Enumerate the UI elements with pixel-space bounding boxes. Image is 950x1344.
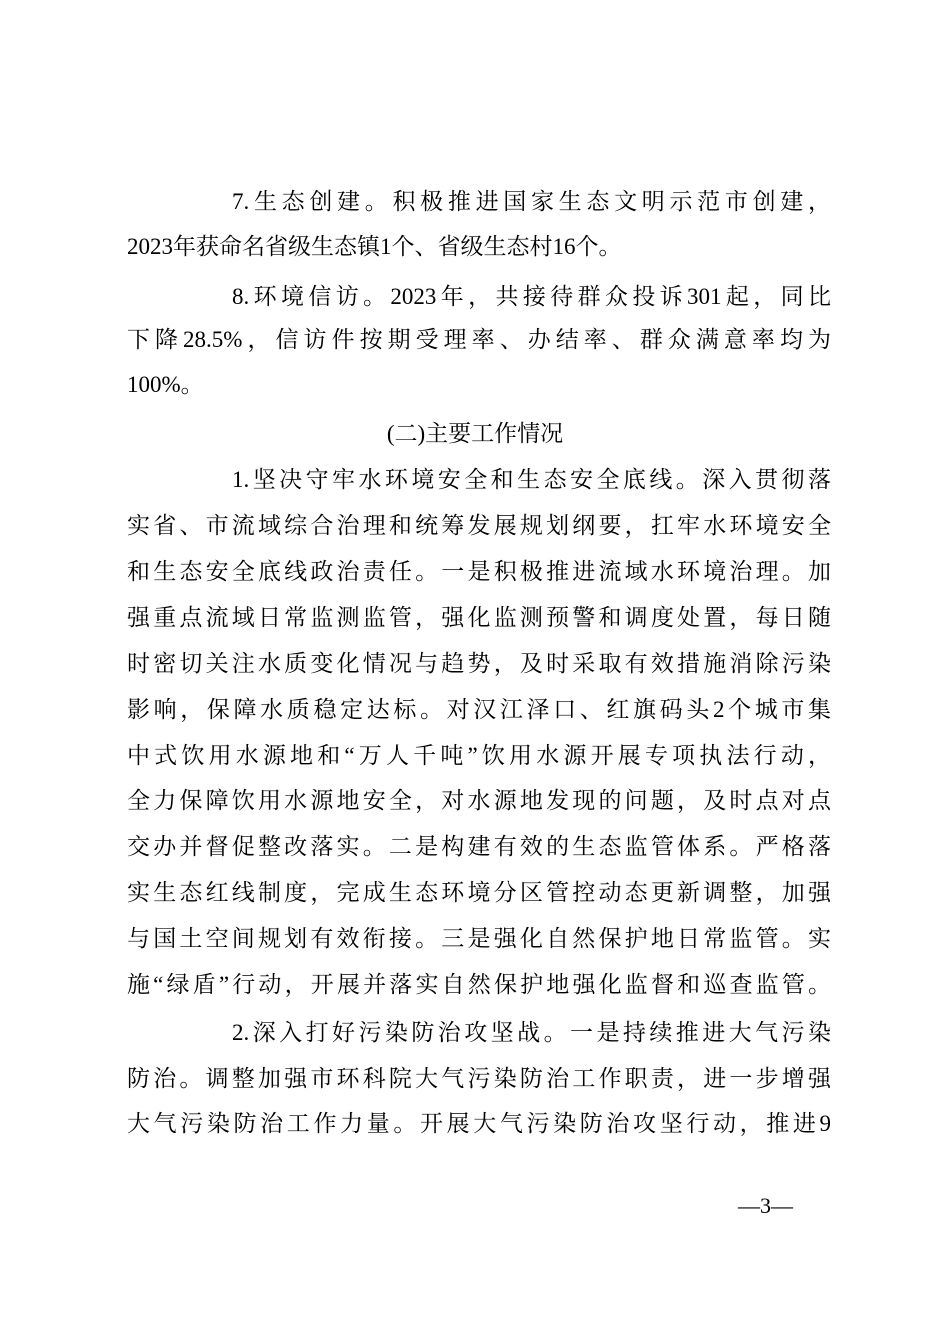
paragraph-line: 2.深入打好污染防治攻坚战。一是持续推进大气污染: [232, 1020, 831, 1045]
paragraph-line: 强重点流域日常监测监管，强化监测预警和调度处置，每日随: [127, 605, 831, 630]
paragraph-line: 8.环境信访。2023年，共接待群众投诉301起，同比: [232, 284, 831, 309]
paragraph-line: 大气污染防治工作力量。开展大气污染防治攻坚行动，推进9: [127, 1111, 831, 1136]
paragraph-line: 全力保障饮用水源地安全，对水源地发现的问题，及时点对点: [127, 788, 831, 813]
paragraph-line: 施“绿盾”行动，开展并落实自然保护地强化监督和巡查监管。: [127, 972, 831, 997]
paragraph-line: 100%。: [127, 372, 204, 397]
section-heading: (二)主要工作情况: [386, 421, 564, 446]
paragraph-line: 影响，保障水质稳定达标。对汉江泽口、红旗码头2个城市集: [127, 697, 831, 722]
paragraph-line: 7.生态创建。积极推进国家生态文明示范市创建，: [232, 189, 831, 214]
paragraph-line: 和生态安全底线政治责任。一是积极推进流域水环境治理。加: [127, 559, 831, 584]
paragraph-line: 与国土空间规划有效衔接。三是强化自然保护地日常监管。实: [127, 926, 831, 951]
paragraph-line: 交办并督促整改落实。二是构建有效的生态监管体系。严格落: [127, 834, 831, 859]
paragraph-line: 中式饮用水源地和“万人千吨”饮用水源开展专项执法行动，: [127, 743, 831, 768]
paragraph-line: 防治。调整加强市环科院大气污染防治工作职责，进一步增强: [127, 1066, 831, 1091]
paragraph-line: 实省、市流域综合治理和统筹发展规划纲要，扛牢水环境安全: [127, 513, 831, 538]
paragraph-line: 1.坚决守牢水环境安全和生态安全底线。深入贯彻落: [232, 467, 831, 492]
page-number: —3—: [738, 1193, 793, 1218]
paragraph-line: 时密切关注水质变化情况与趋势，及时采取有效措施消除污染: [127, 651, 831, 676]
paragraph-line: 下降28.5%，信访件按期受理率、办结率、群众满意率均为: [127, 327, 831, 352]
paragraph-line: 实生态红线制度，完成生态环境分区管控动态更新调整，加强: [127, 880, 831, 905]
paragraph-line: 2023年获命名省级生态镇1个、省级生态村16个。: [127, 234, 622, 259]
